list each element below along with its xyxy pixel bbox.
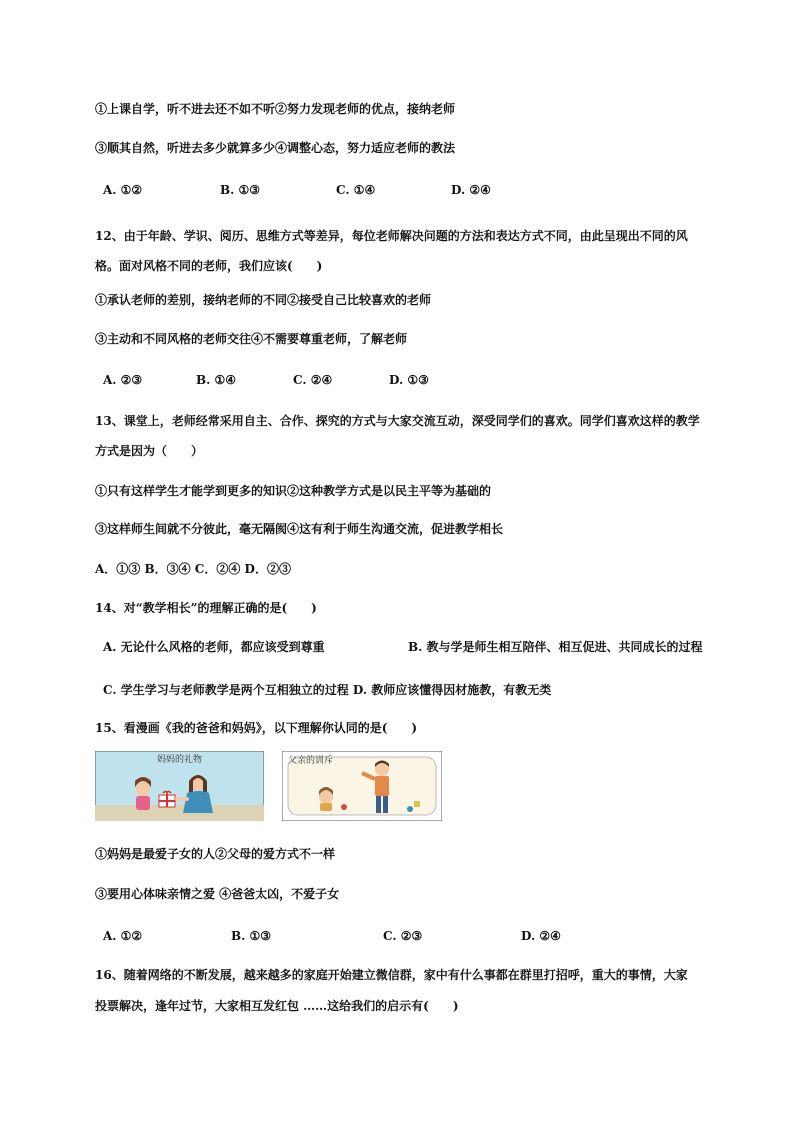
q12-stem-line-2: 格。面对风格不同的老师，我们应该( ) [95,259,323,273]
q14-option-b: B. 教与学是师生相互陪伴、相互促进、共同成长的过程 [408,640,703,654]
q11-choice-line-1: ①上课自学，听不进去还不如不听②努力发现老师的优点，接纳老师 [95,102,456,116]
q13-choice-line-1: ①只有这样学生才能学到更多的知识②这种教学方式是以民主平等为基础的 [95,484,492,498]
q13-stem-line-1: 13、课堂上，老师经常采用自主、合作、探究的方式与大家交流互动，深受同学们的喜欢。同学们喜欢这样的教学 [95,414,700,428]
q14-stem: 14、对“教学相长”的理解正确的是( ) [95,601,317,615]
q11-option-c: C. ①④ [336,183,376,197]
q12-option-b: B. ①④ [196,373,237,387]
q13-choice-line-2: ③这样师生间就不分彼此，毫无隔阂④这有利于师生沟通交流，促进教学相长 [95,522,504,536]
q14-option-a: A. 无论什么风格的老师，都应该受到尊重 [103,640,325,654]
comic-father-scold-image [282,751,442,821]
comic-mother-gift-image [95,751,264,821]
q15-option-b: B. ①③ [231,929,272,943]
q15-option-a: A. ①② [103,929,143,943]
q13-stem-line-2: 方式是因为（ ） [95,444,204,458]
q15-stem: 15、看漫画《我的爸爸和妈妈》，以下理解你认同的是( ) [95,721,418,735]
q15-option-d: D. ②④ [521,929,561,943]
q16-stem-line-2: 投票解决，逢年过节，大家相互发红包 ……这给我们的启示有( ) [95,999,459,1013]
q13-options: A．①③ B．③④ C．②④ D．②③ [95,562,291,576]
q11-option-d: D. ②④ [451,183,491,197]
q15-choice-line-2: ③要用心体味亲情之爱 ④爸爸太凶，不爱子女 [95,887,340,901]
q14-option-cd: C. 学生学习与老师教学是两个互相独立的过程 D. 教师应该懂得因材施教，有教无类 [103,683,552,697]
comic-mother-gift-caption: 妈妈的礼物 [156,755,202,765]
q16-stem-line-1: 16、随着网络的不断发展，越来越多的家庭开始建立微信群，家中有什么事都在群里打招呼，重大的事情，大家 [95,968,688,982]
q12-choice-line-1: ①承认老师的差别，接纳老师的不同②接受自己比较喜欢的老师 [95,293,432,307]
q15-option-c: C. ②③ [383,929,423,943]
q11-option-b: B. ①③ [220,183,261,197]
q15-choice-line-1: ①妈妈是最爱子女的人②父母的爱方式不一样 [95,847,336,861]
comic-father-scold-caption: 父亲的训斥 [288,756,334,766]
q12-option-d: D. ①③ [389,373,429,387]
q11-option-a: A. ①② [103,183,143,197]
q11-choice-line-2: ③顺其自然，听进去多少就算多少④调整心态，努力适应老师的教法 [95,141,456,155]
q12-option-c: C. ②④ [293,373,333,387]
q12-option-a: A. ②③ [103,373,143,387]
q12-choice-line-2: ③主动和不同风格的老师交往④不需要尊重老师，了解老师 [95,332,408,346]
q12-stem-line-1: 12、由于年龄、学识、阅历、思维方式等差异，每位老师解决问题的方法和表达方式不同，由此呈现出不同的风 [95,229,688,243]
